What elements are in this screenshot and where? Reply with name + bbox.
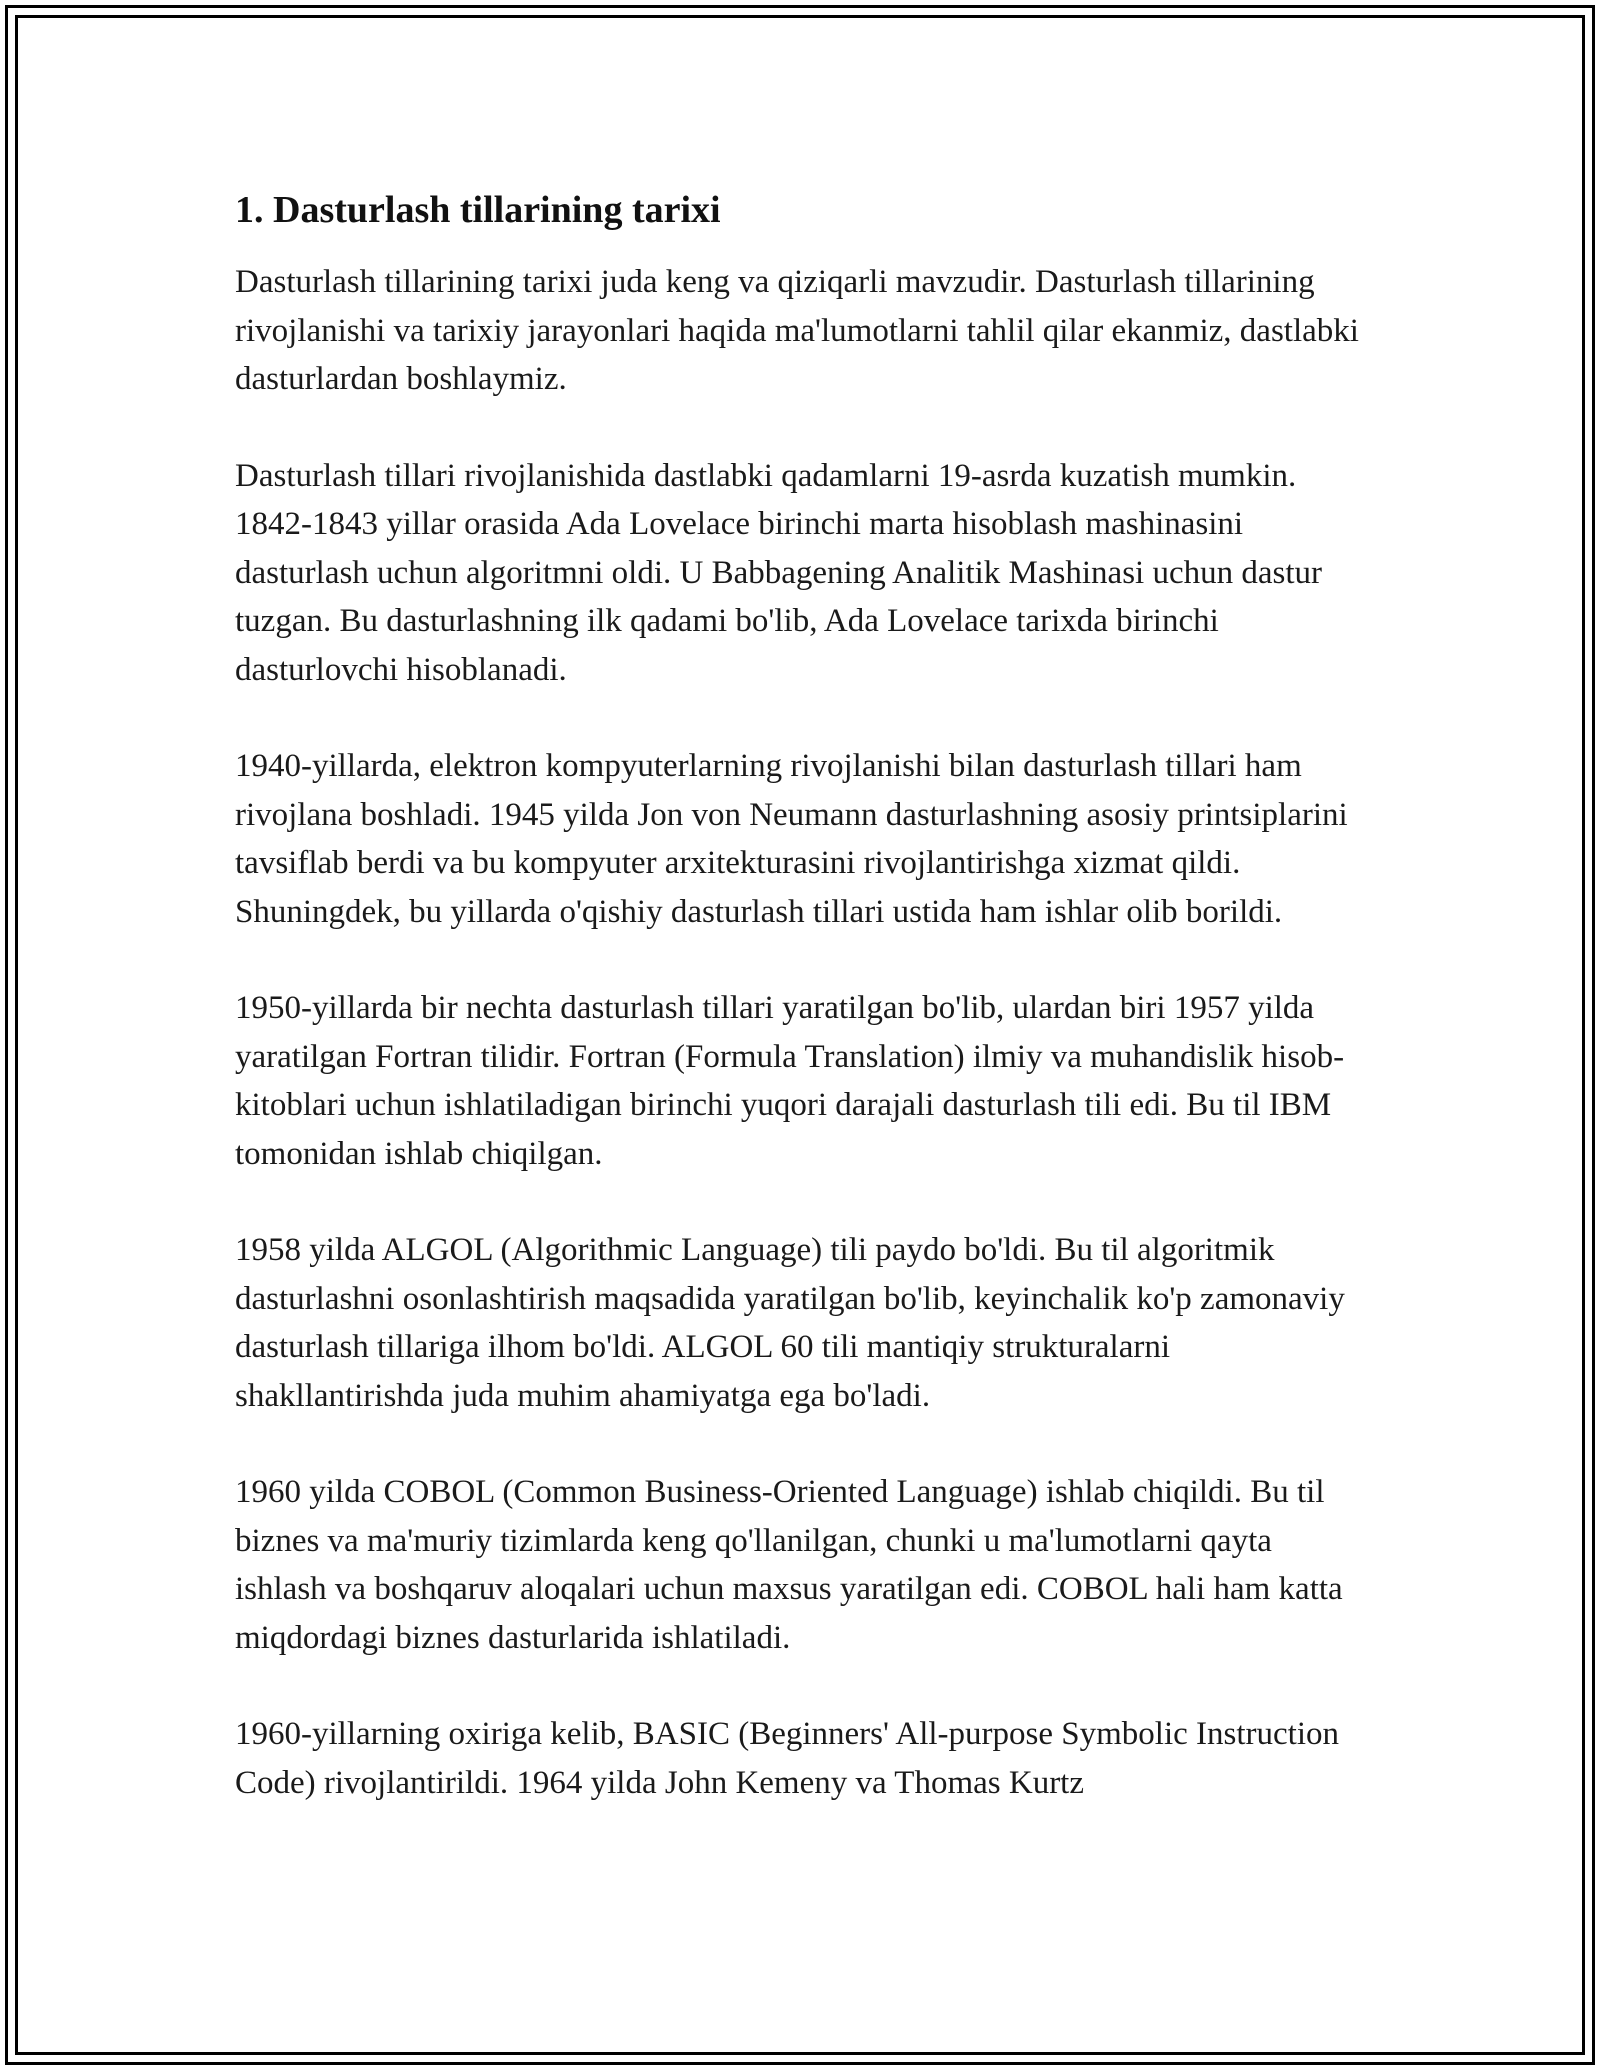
paragraph-algol: 1958 yilda ALGOL (Algorithmic Language) tili paydo bo'ldi. Bu til algoritmik dasturlashni osonlashtirish maqsadida yaratilgan bo'lib, keyinchalik ko'p zamonaviy dasturlash tillariga ilhom bo'ldi. ALGOL 60 tili mantiqiy strukturalarni shakllantirishda juda muhim ahamiyatga ega bo'ladi. (235, 1232, 1345, 1414)
paragraph-cobol: 1960 yilda COBOL (Common Business-Oriented Language) ishlab chiqildi. Bu til biznes va ma'muriy tizimlarda keng qo'llanilgan, chunki u ma'lumotlarni qayta ishlash va boshqaruv aloqalari uchun maxsus yaratilgan edi. COBOL hali ham katta miqdordagi biznes dasturlarida ishlatiladi. (235, 1474, 1343, 1656)
paragraph-fortran: 1950-yillarda bir nechta dasturlash tillari yaratilgan bo'lib, ulardan biri 1957 yilda yaratilgan Fortran tilidir. Fortran (Formula Translation) ilmiy va muhandislik hisob-kitoblari uchun ishlatiladigan birinchi yuqori darajali dasturlash tili edi. Bu til IBM tomonidan ishlab chiqilgan. (235, 990, 1345, 1172)
paragraph-basic: 1960-yillarning oxiriga kelib, BASIC (Beginners' All-purpose Symbolic Instruction Code) rivojlantirildi. 1964 yilda John Kemeny va Thomas Kurtz (235, 1716, 1339, 1801)
document-body (235, 186, 1370, 1855)
paragraph-1940s: 1940-yillarda, elektron kompyuterlarning rivojlanishi bilan dasturlash tillari ham rivojlana boshladi. 1945 yilda Jon von Neumann dasturlashning asosiy printsiplarini tavsiflab berdi va bu kompyuter arxitekturasini rivojlantirishga xizmat qildi. Shuningdek, bu yillarda o'qishiy dasturlash tillari ustida ham ishlar olib borildi. (235, 748, 1348, 930)
paragraph-ada-lovelace: Dasturlash tillari rivojlanishida dastlabki qadamlarni 19-asrda kuzatish mumkin. 1842-1843 yillar orasida Ada Lovelace birinchi marta hisoblash mashinasini dasturlash uchun algoritmni oldi. U Babbagening Analitik Mashinasi uchun dastur tuzgan. Bu dasturlashning ilk qadami bo'lib, Ada Lovelace tarixda birinchi dasturlovchi hisoblanadi. (235, 457, 1323, 688)
section-heading: 1. Dasturlash tillarining tarixi (235, 189, 721, 231)
paragraph-intro: Dasturlash tillarining tarixi juda keng va qiziqarli mavzudir. Dasturlash tillarining rivojlanishi va tarixiy jarayonlari haqida ma'lumotlarni tahlil qilar ekanmiz, dastlabki dasturlardan boshlaymiz. (235, 264, 1359, 397)
